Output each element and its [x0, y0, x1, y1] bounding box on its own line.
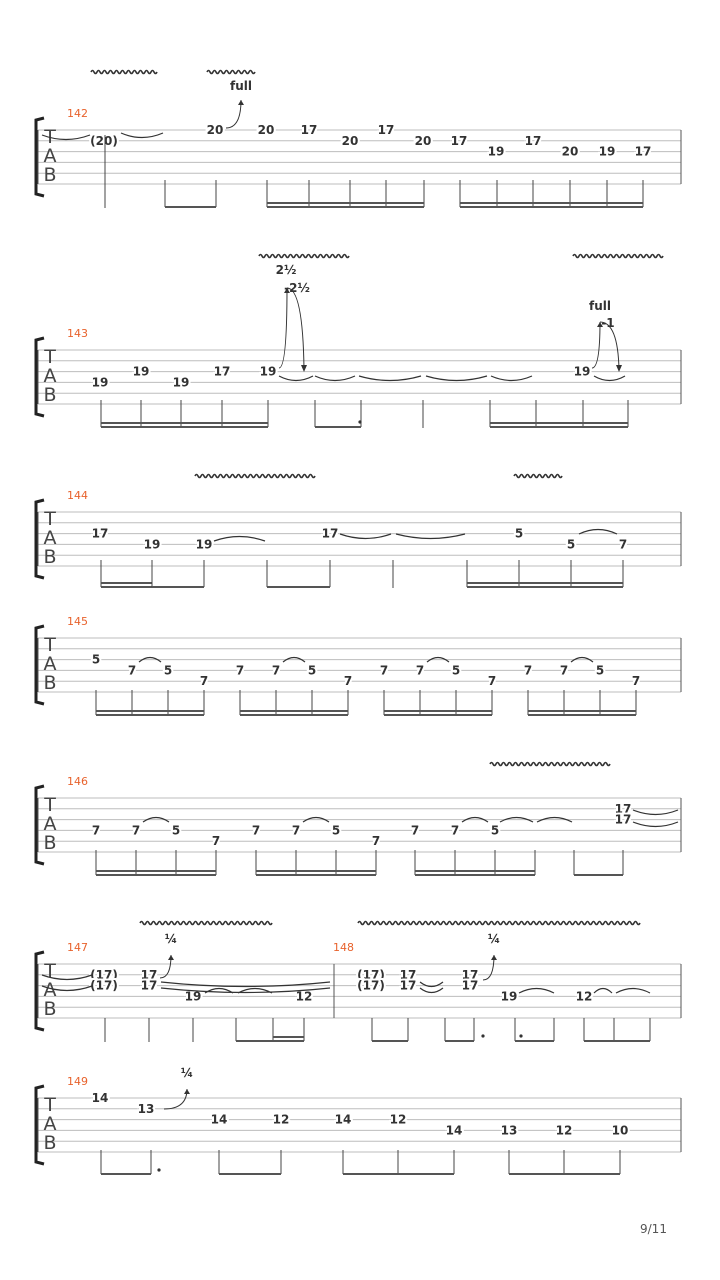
- bend-label-full: full: [230, 79, 252, 93]
- fret-number: 17: [614, 812, 632, 827]
- fret-number: 7: [211, 834, 221, 849]
- fret-number: 19: [132, 364, 150, 379]
- measure-number: 149: [67, 1075, 88, 1088]
- fret-number: 17: [614, 801, 632, 816]
- fret-number: 5: [451, 663, 461, 678]
- fret-number: 5: [171, 823, 181, 838]
- fret-number: 7: [631, 674, 641, 689]
- fret-number: 17: [450, 133, 468, 148]
- tab-clef-letter: B: [43, 164, 57, 186]
- tie-arc: [616, 989, 650, 994]
- tie-arc: [420, 988, 443, 993]
- fret-number: 17: [461, 967, 479, 982]
- fret-number: 7: [410, 823, 420, 838]
- bend-arrowhead: [491, 955, 497, 960]
- fret-number: 17: [399, 967, 417, 982]
- tie-arc: [359, 376, 421, 381]
- fret-number: 7: [523, 663, 533, 678]
- measure-number: 148: [333, 941, 354, 954]
- tie-arc: [519, 989, 554, 994]
- tab-clef-letter: T: [44, 126, 56, 148]
- fret-number: 5: [514, 526, 524, 541]
- tie-arc: [340, 534, 391, 539]
- fret-number: 5: [307, 663, 317, 678]
- fret-number: 7: [131, 823, 141, 838]
- vibrato-mark: [358, 922, 640, 925]
- release-arrowhead: [301, 365, 307, 372]
- fret-number: 19: [195, 537, 213, 552]
- fret-number: 12: [575, 989, 593, 1004]
- fret-number: 13: [137, 1101, 155, 1116]
- fret-number: 7: [291, 823, 301, 838]
- fret-number: 5: [490, 823, 500, 838]
- vibrato-mark: [573, 255, 663, 258]
- fret-number: (17): [357, 967, 385, 982]
- fret-number: 19: [500, 989, 518, 1004]
- rhythm-dot: [519, 1034, 522, 1037]
- tab-clef-letter: A: [43, 527, 57, 549]
- rhythm-dot: [358, 420, 361, 423]
- fret-number: 7: [618, 537, 628, 552]
- tab-clef-letter: B: [43, 546, 57, 568]
- fret-number: 20: [341, 133, 359, 148]
- fret-number: 19: [143, 537, 161, 552]
- fret-number: 17: [91, 526, 109, 541]
- fret-number: 19: [172, 375, 190, 390]
- fret-number: 17: [140, 978, 158, 993]
- tab-clef-letter: A: [43, 1113, 57, 1135]
- tie-arc: [491, 376, 532, 381]
- fret-number: 7: [379, 663, 389, 678]
- fret-number: 12: [389, 1112, 407, 1127]
- tab-clef-letter: A: [43, 145, 57, 167]
- fret-number: 17: [140, 967, 158, 982]
- release-arrowhead: [616, 365, 622, 372]
- fret-number: 7: [235, 663, 245, 678]
- tab-clef-letter: T: [44, 508, 56, 530]
- vibrato-mark: [490, 763, 610, 766]
- measure-number: 144: [67, 489, 88, 502]
- fret-number: 5: [566, 537, 576, 552]
- fret-number: 5: [331, 823, 341, 838]
- fret-number: 17: [377, 123, 395, 137]
- fret-number: 7: [127, 663, 137, 678]
- fret-number: 12: [555, 1123, 573, 1138]
- fret-number: 5: [163, 663, 173, 678]
- bend-arrowhead: [184, 1089, 190, 1094]
- tie-arc: [315, 376, 355, 381]
- tie-arc: [633, 822, 678, 827]
- fret-number: (17): [90, 978, 118, 993]
- fret-number: 20: [257, 123, 275, 137]
- fret-number: 19: [91, 375, 109, 390]
- fret-number: 10: [611, 1123, 629, 1138]
- fret-number: 12: [295, 989, 313, 1004]
- fret-number: 17: [399, 978, 417, 993]
- fret-number: 17: [300, 123, 318, 137]
- tab-clef-letter: T: [44, 634, 56, 656]
- tie-arc: [214, 537, 265, 542]
- tab-clef-letter: T: [44, 794, 56, 816]
- fret-number: 7: [199, 674, 209, 689]
- vibrato-mark: [207, 71, 255, 74]
- bend-arrowhead: [168, 955, 174, 960]
- bend-curve: [279, 288, 287, 368]
- fret-number: 5: [595, 663, 605, 678]
- measure-number: 147: [67, 941, 88, 954]
- fret-number: 19: [259, 364, 277, 379]
- vibrato-mark: [140, 922, 272, 925]
- fret-number: (17): [357, 978, 385, 993]
- fret-number: 20: [206, 123, 224, 137]
- fret-number: 7: [559, 663, 569, 678]
- bend-label-quarter: ¼: [164, 932, 178, 946]
- fret-number: 7: [271, 663, 281, 678]
- tab-clef-letter: A: [43, 365, 57, 387]
- bend-label-2-5: 2½: [275, 263, 297, 277]
- tie-arc: [633, 810, 678, 815]
- fret-number: 17: [461, 978, 479, 993]
- tab-clef-letter: A: [43, 979, 57, 1001]
- fret-number: 17: [524, 133, 542, 148]
- tie-arc: [594, 376, 625, 381]
- tab-clef-letter: B: [43, 672, 57, 694]
- fret-number: 14: [210, 1112, 228, 1127]
- bend-label-quarter: ¼: [180, 1066, 194, 1080]
- page-number: 9/11: [640, 1222, 667, 1236]
- release-label-2-5: -2½: [284, 281, 310, 295]
- fret-number: 17: [321, 526, 339, 541]
- fret-number: 7: [343, 674, 353, 689]
- bend-label-full: full: [589, 299, 611, 313]
- tie-arc: [594, 989, 612, 994]
- bend-curve: [164, 1089, 187, 1109]
- release-curve: [287, 288, 304, 370]
- vibrato-mark: [91, 71, 157, 74]
- measure-number: 146: [67, 775, 88, 788]
- tie-arc: [396, 534, 465, 539]
- fret-number: 19: [573, 364, 591, 379]
- tab-clef-letter: T: [44, 960, 56, 982]
- fret-number: 19: [487, 144, 505, 159]
- rhythm-dot: [481, 1034, 484, 1037]
- fret-number: 19: [184, 989, 202, 1004]
- fret-number: 20: [414, 133, 432, 148]
- fret-number: 17: [213, 364, 231, 379]
- tab-clef-letter: B: [43, 832, 57, 854]
- tab-clef-letter: B: [43, 998, 57, 1020]
- fret-number: 14: [445, 1123, 463, 1138]
- tie-arc: [121, 133, 163, 138]
- fret-number: 7: [371, 834, 381, 849]
- fret-number: 20: [561, 144, 579, 159]
- fret-number: 7: [487, 674, 497, 689]
- fret-number: 17: [634, 144, 652, 159]
- fret-number: 14: [334, 1112, 352, 1127]
- fret-number: 12: [272, 1112, 290, 1127]
- bend-arrowhead: [238, 100, 244, 105]
- tie-arc: [279, 376, 313, 381]
- tab-clef-letter: T: [44, 1094, 56, 1116]
- fret-number: 7: [450, 823, 460, 838]
- fret-number: (20): [90, 133, 118, 148]
- fret-number: (17): [90, 967, 118, 982]
- fret-number: 14: [91, 1091, 109, 1105]
- bend-label-quarter: ¼: [487, 932, 501, 946]
- measure-number: 145: [67, 615, 88, 628]
- vibrato-mark: [195, 475, 315, 478]
- tab-clef-letter: B: [43, 384, 57, 406]
- vibrato-mark: [514, 475, 562, 478]
- tab-clef-letter: A: [43, 653, 57, 675]
- vibrato-mark: [259, 255, 349, 258]
- tie-arc: [426, 376, 487, 381]
- fret-number: 7: [415, 663, 425, 678]
- fret-number: 13: [500, 1123, 518, 1138]
- rhythm-dot: [157, 1168, 160, 1171]
- release-label-1: -1: [601, 316, 615, 330]
- measure-number: 143: [67, 327, 88, 340]
- fret-number: 19: [598, 144, 616, 159]
- tab-clef-letter: T: [44, 346, 56, 368]
- fret-number: 7: [251, 823, 261, 838]
- tab-clef-letter: A: [43, 813, 57, 835]
- measure-number: 142: [67, 107, 88, 120]
- tab-clef-letter: B: [43, 1132, 57, 1154]
- fret-number: 5: [91, 652, 101, 667]
- fret-number: 7: [91, 823, 101, 838]
